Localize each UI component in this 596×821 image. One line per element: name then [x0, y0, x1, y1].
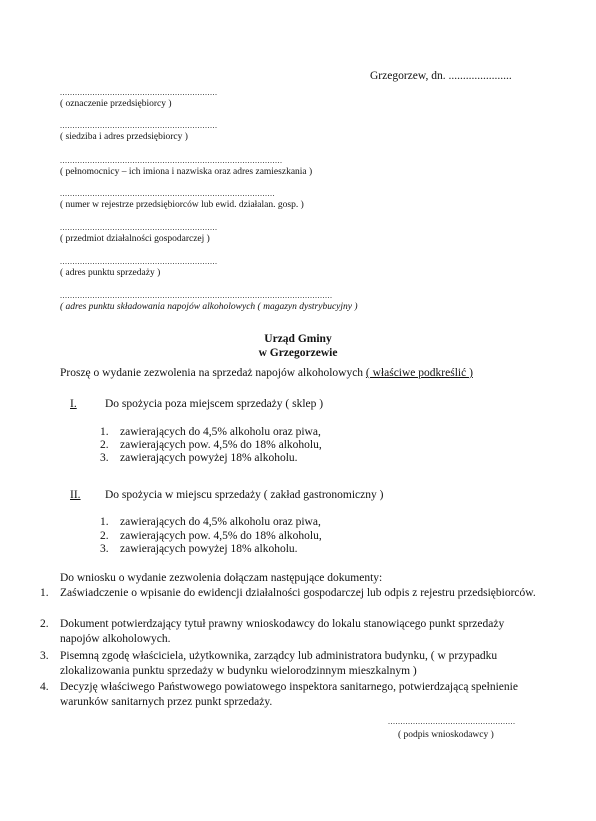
option-number: 3.	[100, 543, 109, 555]
field-dots-proxies: .........................................................................................	[60, 156, 283, 165]
document-item-2	[40, 617, 540, 647]
city-date: Grzegorzew, dn. ......................	[370, 70, 512, 82]
field-label-seat: ( siedziba i adres przedsiębiorcy )	[60, 132, 188, 142]
document-number: 4.	[40, 681, 49, 693]
document-number: 3.	[40, 650, 49, 662]
field-dots-business-subject: ...............................................................	[60, 223, 218, 232]
section-1-number: I.	[70, 398, 77, 410]
section-2-number: II.	[70, 489, 81, 501]
document-text: Decyzję właściwego Państwowego powiatowego inspektora sanitarnego, potwierdzającą spełnienie warunków sanitarnych przez punkt sprzedaży.	[60, 681, 518, 708]
option-number: 1.	[100, 426, 109, 438]
option-text: zawierających do 4,5% alkoholu oraz piwa,	[120, 516, 321, 528]
section-1-title: Do spożycia poza miejscem sprzedaży ( sklep )	[105, 398, 324, 410]
signature-dots: ...................................................	[388, 717, 516, 726]
field-dots-sale-address: ...............................................................	[60, 257, 218, 266]
field-dots-seat: ...............................................................	[60, 121, 218, 130]
section-1-option-3	[100, 452, 298, 464]
option-number: 3.	[100, 452, 109, 464]
document-text: Pisemną zgodę właściciela, użytkownika, zarządcy lub administratora budynku, ( w przypadku zlokalizowania punktu sprzedaży w budynku wielorodzinnym mieszkalnym )	[60, 650, 498, 677]
field-label-storage-address: ( adres punktu składowania napojów alkoholowych ( magazyn dystrybucyjny )	[60, 302, 358, 312]
option-number: 2.	[100, 439, 109, 451]
document-number: 2.	[40, 618, 49, 630]
request-text: Proszę o wydanie zezwolenia na sprzedaż napojów alkoholowych	[60, 367, 366, 379]
request-sentence	[60, 367, 473, 379]
signature-label: ( podpis wnioskodawcy )	[398, 730, 494, 740]
field-label-registry-number: ( numer w rejestrze przedsiębiorców lub ewid. działalan. gosp. )	[60, 200, 304, 210]
section-2-option-2	[100, 530, 322, 542]
document-item-3	[40, 649, 540, 679]
field-label-applicant: ( oznaczenie przedsiębiorcy )	[60, 99, 172, 109]
request-note: ( właściwe podkreślić )	[365, 367, 473, 379]
option-text: zawierających pow. 4,5% do 18% alkoholu,	[120, 439, 322, 451]
section-2-option-3	[100, 543, 298, 555]
documents-intro: Do wniosku o wydanie zezwolenia dołączam następujące dokumenty:	[60, 572, 383, 584]
document-item-4	[40, 680, 540, 710]
office-name: Urząd Gminy	[264, 333, 332, 345]
option-text: zawierających powyżej 18% alkoholu.	[120, 452, 298, 464]
field-dots-registry-number: ......................................................................................	[60, 189, 275, 198]
section-2-title: Do spożycia w miejscu sprzedaży ( zakład gastronomiczny )	[105, 489, 384, 501]
option-number: 2.	[100, 530, 109, 542]
section-2-option-1	[100, 516, 321, 528]
document-number: 1.	[40, 587, 49, 599]
field-dots-storage-address: .............................................................................................................	[60, 291, 333, 300]
option-text: zawierających do 4,5% alkoholu oraz piwa,	[120, 426, 321, 438]
option-number: 1.	[100, 516, 109, 528]
field-label-proxies: ( pełnomocnicy – ich imiona i nazwiska oraz adres zamieszkania )	[60, 167, 313, 177]
document-item-1	[40, 586, 540, 616]
field-label-sale-address: ( adres punktu sprzedaży )	[60, 268, 161, 278]
field-dots-applicant: ...............................................................	[60, 88, 218, 97]
field-label-business-subject: ( przedmiot działalności gospodarczej )	[60, 234, 210, 244]
section-1-option-1	[100, 426, 321, 438]
document-text: Dokument potwierdzający tytuł prawny wnioskodawcy do lokalu stanowiącego punkt sprzedaży napojów alkoholowych.	[60, 618, 505, 645]
option-text: zawierających pow. 4,5% do 18% alkoholu,	[120, 530, 322, 542]
option-text: zawierających powyżej 18% alkoholu.	[120, 543, 298, 555]
office-location: w Grzegorzewie	[258, 347, 338, 359]
document-text: Zaświadczenie o wpisanie do ewidencji działalności gospodarczej lub odpis z rejestru przedsiębiorców.	[60, 587, 536, 599]
section-1-option-2	[100, 439, 322, 451]
